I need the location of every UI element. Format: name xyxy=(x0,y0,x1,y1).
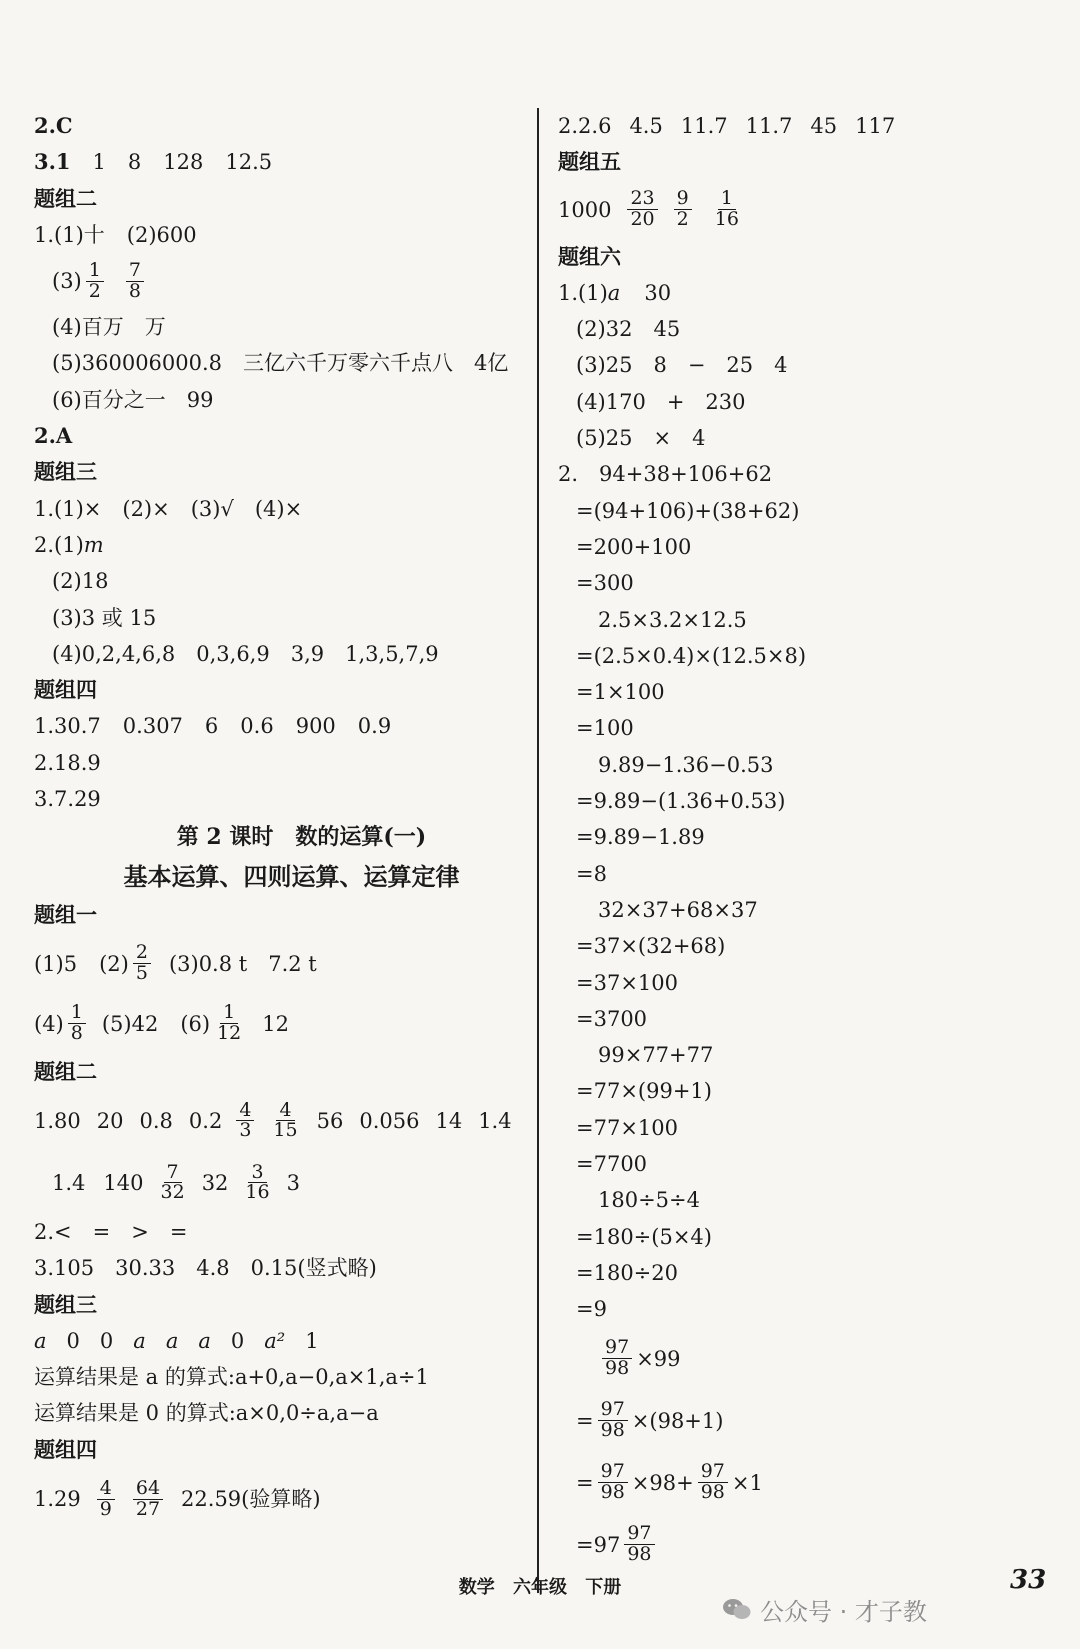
answer-line: (5)25 × 4 xyxy=(576,426,706,451)
calc-step: =8 xyxy=(576,861,607,886)
calc-step: =77×(99+1) xyxy=(576,1079,712,1104)
calc-step: 9.89−1.36−0.53 xyxy=(598,752,774,777)
answer-line: 1.(1)a 30 xyxy=(558,280,672,305)
fraction: $\frac{64}{27}$ xyxy=(133,1479,163,1520)
fraction: $\frac{1}{8}$ xyxy=(68,1003,86,1044)
answer-line: (4)百万 万 xyxy=(52,315,166,340)
answer-line: 1.4 140 $\frac{7}{32}$ 32 $\frac{3}{16}$ 3 xyxy=(52,1160,300,1204)
calc-step: =1×100 xyxy=(576,680,665,705)
fraction: $\frac{4}{3}$ xyxy=(236,1101,254,1142)
group-heading: 题组四 xyxy=(34,1436,97,1462)
calc-step: 180÷5÷4 xyxy=(598,1188,700,1213)
calc-step: =9.89−(1.36+0.53) xyxy=(576,789,786,814)
answer-line: 2.2.6 4.5 11.7 11.7 45 117 xyxy=(558,114,896,138)
group-heading: 题组三 xyxy=(34,1291,97,1317)
fraction: $\frac{97}{98}$ xyxy=(624,1524,654,1565)
group-heading: 题组三 xyxy=(34,459,97,485)
fraction: $\frac{97}{98}$ xyxy=(598,1462,628,1503)
column-divider xyxy=(537,108,539,1593)
calc-step: =100 xyxy=(576,716,634,741)
answer-line: 1.80 20 0.8 0.2 $\frac{4}{3}$ $\frac{4}{15}$ 56 0.056 14 1.4 xyxy=(34,1098,512,1142)
fraction: $\frac{97}{98}$ xyxy=(698,1462,728,1503)
answer-line: (6)百分之一 99 xyxy=(52,387,214,412)
footer-grade: 六年级 xyxy=(513,1577,567,1598)
fraction: $\frac{1}{12}$ xyxy=(217,1001,242,1045)
answer-line: (4)170 + 230 xyxy=(576,389,746,414)
calc-step: =200+100 xyxy=(576,534,692,559)
calc-step: =7700 xyxy=(576,1152,648,1177)
calc-step: 32×37+68×37 xyxy=(598,897,758,922)
answer-line: 1.30.7 0.307 6 0.6 900 0.9 xyxy=(34,714,392,739)
fraction: $\frac{3}{16}$ xyxy=(245,1160,270,1204)
answer-line: (4)0,2,4,6,8 0,3,6,9 3,9 1,3,5,7,9 xyxy=(52,641,439,666)
calc-step: =9 xyxy=(576,1297,607,1322)
answer-line: 运算结果是 a 的算式:a+0,a−0,a×1,a÷1 xyxy=(34,1365,429,1390)
answer-line: 运算结果是 0 的算式:a×0,0÷a,a−a xyxy=(34,1401,379,1426)
lesson-title: 第 2 课时 数的运算(一) xyxy=(176,824,427,851)
fraction: $\frac{4}{9}$ xyxy=(97,1479,115,1520)
answer-line: 3.1 1 8 128 12.5 xyxy=(34,149,273,175)
answer-line: 3.105 30.33 4.8 0.15(竖式略) xyxy=(34,1256,377,1281)
answer-line: 3.7.29 xyxy=(34,787,101,812)
calc-step: =3700 xyxy=(576,1006,648,1031)
answer-line: (5)360006000.8 三亿六千万零六千点八 4亿 xyxy=(52,351,509,376)
calc-step: =37×100 xyxy=(576,970,678,995)
group-heading: 题组二 xyxy=(34,185,97,211)
answer-line: 2.< = > = xyxy=(34,1219,188,1244)
group-heading: 题组四 xyxy=(34,677,97,703)
fraction: $\frac{97}{98}$ xyxy=(598,1400,628,1441)
answer-line: (1)5 (2) $\frac{2}{5}$ (3)0.8 t 7.2 t xyxy=(34,941,317,985)
calc-step: $\frac{97}{98}$ ×99 xyxy=(558,1328,1058,1390)
calc-step: =9.89−1.89 xyxy=(576,825,705,850)
answer-line: 1000 $\frac{23}{20}$ $\frac{9}{2}$ $\frac{1}{16}$ xyxy=(558,181,1058,239)
answer-line: (3)3 或 15 xyxy=(52,605,157,630)
left-column xyxy=(34,108,529,1530)
fraction: $\frac{23}{20}$ xyxy=(627,189,657,230)
calc-step: =300 xyxy=(576,571,634,596)
fraction: $\frac{97}{98}$ xyxy=(602,1338,632,1379)
calc-step: 99×77+77 xyxy=(598,1043,714,1068)
answer-line: 1.29 $\frac{4}{9}$ $\frac{64}{27}$ 22.59(验算略) xyxy=(34,1476,321,1520)
answer-line: 2.(1)m xyxy=(34,532,104,557)
footer-subject: 数学 xyxy=(458,1577,495,1598)
group-heading: 题组六 xyxy=(558,243,621,269)
calc-step: 2.5×3.2×12.5 xyxy=(598,607,747,632)
footer-volume: 下册 xyxy=(585,1577,622,1598)
calc-step: =77×100 xyxy=(576,1115,678,1140)
calc-step: 2. 94+38+106+62 xyxy=(558,462,773,487)
fraction: $\frac{2}{5}$ xyxy=(133,943,151,984)
calc-step: =37×(32+68) xyxy=(576,934,726,959)
page-number: 33 xyxy=(1010,1565,1047,1595)
lesson-subtitle: 基本运算、四则运算、运算定律 xyxy=(123,862,460,892)
answer-line: (2)32 45 xyxy=(576,317,681,342)
answer-line: 1.(1)十 (2)600 xyxy=(34,222,197,247)
answer-line: 1.(1)× (2)× (3)√ (4)× xyxy=(34,496,303,521)
group-heading: 题组一 xyxy=(34,902,97,928)
wechat-icon xyxy=(722,1597,752,1621)
calc-step: =180÷(5×4) xyxy=(576,1224,712,1249)
calc-step: =180÷20 xyxy=(576,1260,678,1285)
fraction: $\frac{1}{2}$ xyxy=(86,261,104,302)
calc-step: =97 $\frac{97}{98}$ xyxy=(558,1514,1058,1576)
calc-step: = $\frac{97}{98}$ ×(98+1) xyxy=(576,1398,724,1441)
fraction: $\frac{7}{32}$ xyxy=(160,1160,185,1204)
answer-line: (4) $\frac{1}{8}$ (5)42 (6) $\frac{1}{12}$ 12 xyxy=(34,1001,289,1045)
fraction: $\frac{9}{2}$ xyxy=(674,189,692,230)
answer-line: 2.A xyxy=(34,423,73,449)
group-heading: 题组二 xyxy=(34,1058,97,1084)
calc-step: =(94+106)+(38+62) xyxy=(576,498,800,523)
right-column xyxy=(558,108,1058,1576)
calc-step: =(2.5×0.4)×(12.5×8) xyxy=(576,643,807,668)
calc-step: = $\frac{97}{98}$ ×98+ $\frac{97}{98}$ ×1 xyxy=(576,1460,763,1503)
answer-line: (2)18 xyxy=(52,569,109,594)
watermark-text: 公众号 · 才子教 xyxy=(760,1598,927,1626)
group-heading: 题组五 xyxy=(558,149,621,175)
fraction: $\frac{4}{15}$ xyxy=(273,1098,298,1142)
fraction: $\frac{1}{16}$ xyxy=(714,187,739,231)
answer-line: a 0 0 a a a 0 a² 1 xyxy=(34,1328,319,1353)
answer-line: 2.18.9 xyxy=(34,750,101,775)
fraction: $\frac{7}{8}$ xyxy=(126,261,144,302)
answer-line: (3) $\frac{1}{2}$ $\frac{7}{8}$ xyxy=(34,253,529,309)
answer-line: (3)25 8 − 25 4 xyxy=(576,353,788,378)
answer-line: 2.C xyxy=(34,113,73,138)
